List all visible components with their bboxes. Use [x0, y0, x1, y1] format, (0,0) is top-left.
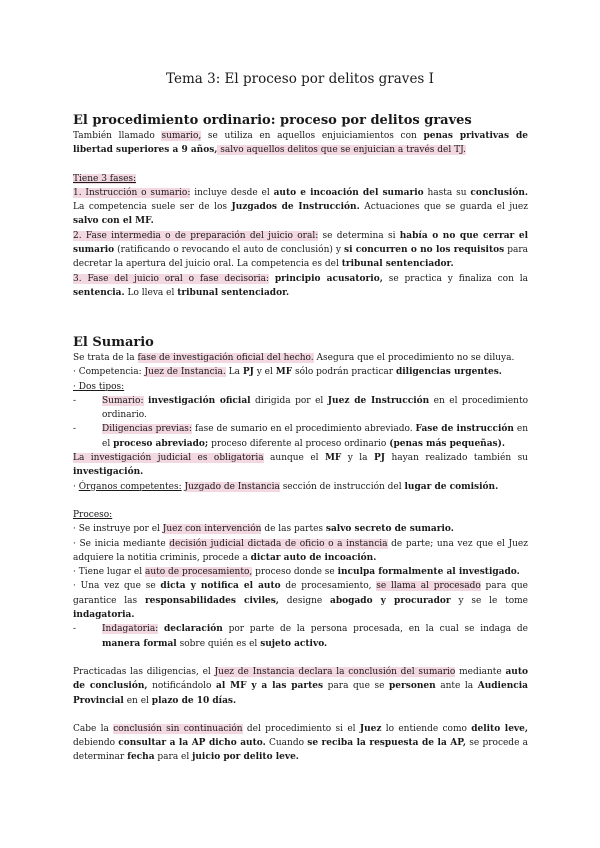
fase-2: 2. Fase intermedia o de preparación del juicio oral: se determina si había o no que cerrar el sumario (ratificando o revocando el auto de conclusión) y si concurren o no los requisitos para decretar la apertura del juicio oral. La competencia es del tribunal sentenciador.	[73, 230, 529, 270]
intro-paragraph	[73, 129, 528, 158]
competencia-line: · Competencia: Juez de Instancia. La PJ y el MF sólo podrán practicar diligencias urgentes.	[73, 367, 502, 378]
conclusion-paragraph: Practicadas las diligencias, el Juez de Instancia declara la conclusión del sumario mediante auto de conclusión, notificándolo al MF y a las partes para que se personen ante la Audiencia Provincial en el plazo de 10 días.	[73, 666, 528, 706]
text: También llamado	[73, 131, 162, 141]
proceso-step-1: · Se instruye por el Juez con intervención de las partes salvo secreto de sumario.	[73, 524, 454, 535]
tipo-sumario: - Sumario: investigación oficial dirigida por el Juez de Instrucción en el procedimiento ordinario.	[73, 395, 528, 421]
sumario-definition: Se trata de la fase de investigación oficial del hecho. Asegura que el procedimiento no se diluya.	[73, 353, 515, 363]
fase-1: 1. Instrucción o sumario: incluye desde el auto e incoación del sumario hasta su conclusión. La competencia suele ser de los Juzgados de Instrucción. Actuaciones que se guarda el juez salvo con el MF.	[73, 187, 528, 227]
proceso-step-2: · Se inicia mediante decisión judicial dictada de oficio o a instancia de parte; una vez que el Juez adquiere la notitia criminis, procede a dictar auto de incoación.	[73, 538, 528, 563]
page-title: Tema 3: El proceso por delitos graves I	[166, 71, 434, 87]
section-sumario-body	[73, 351, 528, 765]
delito-leve-paragraph: Cabe la conclusión sin continuación del procedimiento si el Juez lo entiende como delito leve, debiendo consultar a la AP dicho auto. Cuando se reciba la respuesta de la AP, se procede a determinar fecha para el juicio por delito leve.	[73, 723, 529, 763]
highlight: salvo aquellos delitos que se enjuician a través del TJ.	[217, 145, 466, 156]
section-procedimiento-body	[73, 129, 528, 300]
proceso-label: Proceso:	[73, 509, 113, 520]
proceso-step-4: · Una vez que se dicta y notifica el auto de procesamiento, se llama al procesado para que garantice las responsabilidades civiles, designe abogado y procurador y se le tome indagatoria.	[73, 581, 529, 621]
investigacion-paragraph: La investigación judicial es obligatoria aunque el MF y la PJ hayan realizado también su investigación.	[73, 453, 528, 478]
organos-line: · Órganos competentes: Juzgado de Instancia sección de instrucción del lugar de comisión.	[73, 481, 499, 492]
bold-text: penas privativas de libertad superiores a 9 años,	[73, 131, 529, 156]
proceso-step-3: · Tiene lugar el auto de procesamiento, proceso donde se inculpa formalmente al investigado.	[73, 567, 520, 578]
text: se utiliza en aquellos enjuiciamientos con	[201, 131, 424, 141]
tipo-diligencias: - Diligencias previas: fase de sumario en el procedimiento abreviado. Fase de instrucción en el proceso abreviado; proceso diferente al proceso ordinario (penas más pequeñas).	[73, 424, 529, 449]
section-heading-procedimiento: El procedimiento ordinario: proceso por delitos graves	[73, 113, 472, 128]
section-heading-sumario: El Sumario	[73, 335, 154, 350]
indagatoria-item: - Indagatoria: declaración por parte de la persona procesada, en la cual se indaga de manera formal sobre quién es el sujeto activo.	[73, 624, 528, 649]
highlight: sumario,	[161, 131, 202, 141]
tipos-label: · Dos tipos:	[73, 381, 125, 392]
fase-3: 3. Fase del juicio oral o fase decisoria: principio acusatorio, se practica y finaliza con la sentencia. Lo lleva el tribunal sentenciador.	[73, 273, 528, 298]
fases-label: Tiene 3 fases:	[73, 173, 137, 184]
